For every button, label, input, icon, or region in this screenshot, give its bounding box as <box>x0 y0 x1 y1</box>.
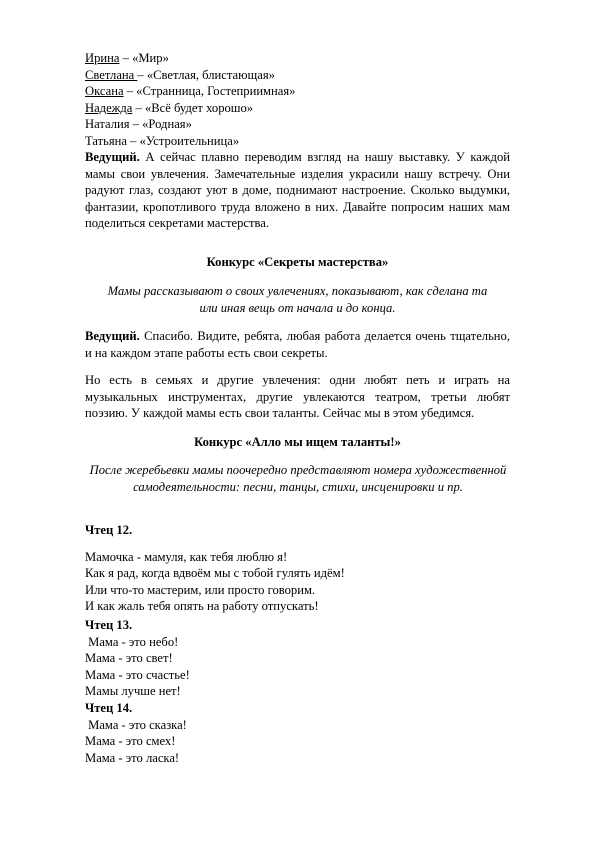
poem-line: И как жаль тебя опять на работу отпускать! <box>85 599 319 613</box>
reader-label: Чтец 14. <box>85 701 133 715</box>
poem-line: Мама - это сказка! <box>85 717 187 732</box>
paragraph-line: Но есть в семьях и другие увлечения: одни любят петь и играть на <box>85 373 510 387</box>
paragraph-line: и на каждом этапе работы есть свои секреты. <box>85 345 328 360</box>
poem-line: Мама - это счастье! <box>85 667 190 682</box>
name-word: Надежда <box>85 100 133 115</box>
name-meaning: – «Мир» <box>119 51 169 65</box>
contest-title-secrets: Конкурс «Секреты мастерства» <box>206 255 389 269</box>
name-word: Ирина <box>85 51 120 65</box>
name-meanings-list <box>85 50 510 149</box>
reader-13-block <box>85 617 510 700</box>
name-meaning-line <box>85 83 510 100</box>
hobbies-paragraph <box>85 372 510 422</box>
poem-line: Или что-то мастерим, или просто говорим. <box>85 582 316 597</box>
contest-note-talents: После жеребьевки мамы поочередно представляют номера художественной самодеятельности: песни, танцы, стихи, инсценировки и пр. <box>89 463 507 494</box>
contest-note-secrets: Мамы рассказывают о своих увлечениях, показывают, как сделана та или иная вещь от начала и до конца. <box>107 284 488 315</box>
paragraph-line: музыкальных инструментах, другие увлекаются театром, третьи любят <box>85 389 510 404</box>
name-meaning: – «Всё будет хорошо» <box>132 100 254 115</box>
reader-14-block <box>85 700 510 766</box>
paragraph-line: радуют глаз, создают уют в доме, поднимают настроение. Сколько выдумки, <box>85 183 510 197</box>
contest-title-talents: Конкурс «Алло мы ищем таланты!» <box>194 435 401 449</box>
speaker-label: Ведущий. <box>85 329 140 343</box>
paragraph-line: Ведущий. Спасибо. Видите, ребята, любая работа делается очень тщательно, <box>85 329 510 343</box>
name-meaning: – «Странница, Гостеприимная» <box>123 84 296 98</box>
reader-12-block <box>85 522 510 615</box>
poem-line: Мамочка - мамуля, как тебя люблю я! <box>85 549 288 564</box>
poem-line: Мамы лучше нет! <box>85 684 181 698</box>
host-paragraph-exhibition <box>85 149 510 232</box>
name-meaning-line <box>85 67 510 84</box>
poem-line: Мама - это небо! <box>85 634 179 649</box>
name-meaning-line <box>85 50 510 67</box>
reader-label: Чтец 13. <box>85 618 133 632</box>
paragraph-line: поэзию. У каждой мамы есть свои таланты. Сейчас мы в этом убедимся. <box>85 406 475 420</box>
name-word: Светлана <box>85 67 138 82</box>
name-meaning-line: Татьяна – «Устроительница» <box>85 133 240 148</box>
host-paragraph-thanks <box>85 328 510 361</box>
name-meaning: – «Светлая, блистающая» <box>137 67 275 82</box>
reader-label: Чтец 12. <box>85 523 133 537</box>
speaker-label: Ведущий. <box>85 150 140 164</box>
paragraph-line: Ведущий. А сейчас плавно переводим взгляд на нашу выставку. У каждой <box>85 150 510 164</box>
poem-line: Как я рад, когда вдвоём мы с тобой гулять идём! <box>85 566 345 580</box>
paragraph-line: мамы свои увлечения. Замечательные изделия украсили нашу встречу. Они <box>85 166 510 181</box>
poem-line: Мама - это ласка! <box>85 750 180 765</box>
name-meaning-line <box>85 100 510 117</box>
name-meaning-line: Наталия – «Родная» <box>85 117 192 131</box>
poem-line: Мама - это смех! <box>85 734 176 748</box>
paragraph-line: фантазии, кропотливого труда вложено в них. Давайте попросим наших мам <box>85 199 510 214</box>
poem-line: Мама - это свет! <box>85 651 173 665</box>
name-word: Оксана <box>85 84 124 98</box>
paragraph-line: поделиться секретами мастерства. <box>85 216 269 230</box>
